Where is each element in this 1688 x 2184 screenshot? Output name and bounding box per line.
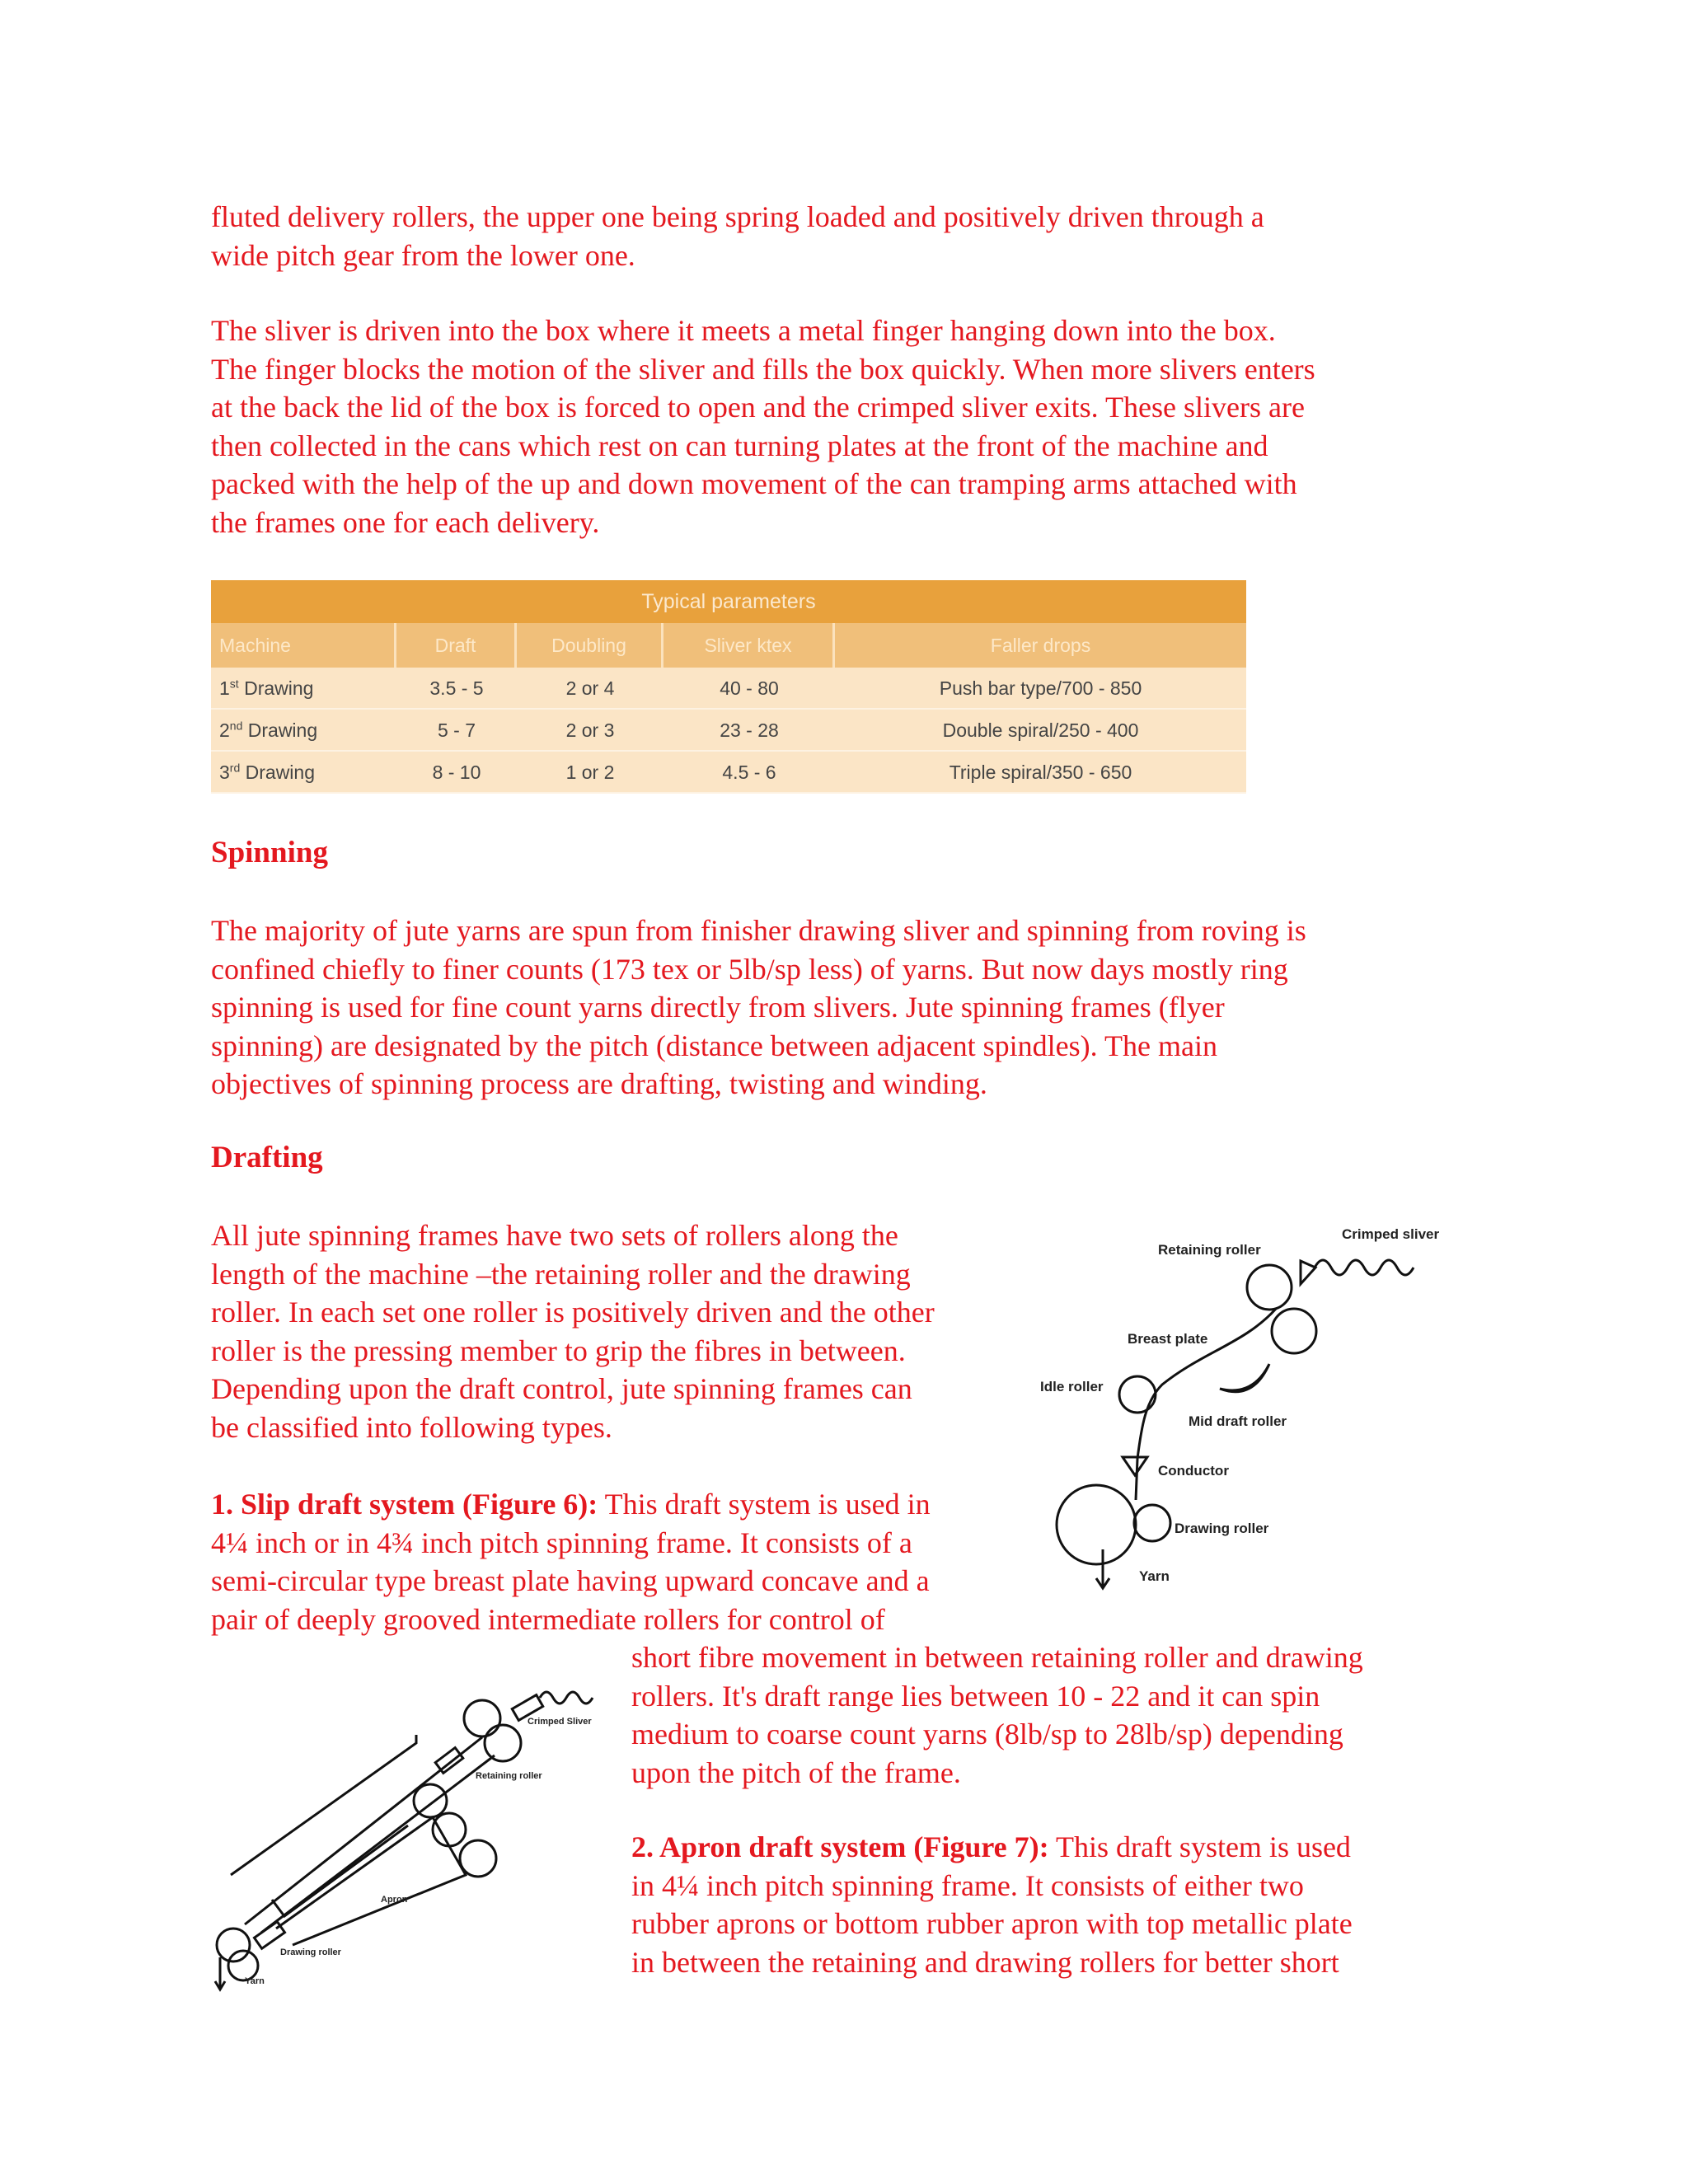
crimped-sliver-wave — [1315, 1260, 1414, 1275]
heading-drafting: Drafting — [211, 1141, 323, 1174]
apron-belt — [276, 1817, 466, 1945]
header-doubling: Doubling — [517, 623, 663, 668]
label-retaining-roller: Retaining roller — [1158, 1242, 1261, 1258]
label-idle-roller: Idle roller — [1040, 1379, 1104, 1394]
apron-draft-lead: 2. Apron draft system (Figure 7): — [631, 1830, 1049, 1863]
cell-doubling: 2 or 4 — [565, 677, 615, 699]
label-drawing-roller: Drawing roller — [280, 1947, 341, 1957]
cell-faller-drops: Push bar type/700 - 850 — [939, 677, 1142, 699]
table-row — [211, 752, 1246, 794]
label-yarn: Yarn — [1139, 1568, 1170, 1584]
text-line: All jute spinning frames have two sets of rollers along the — [211, 1219, 898, 1252]
text-line: Depending upon the draft control, jute spinning frames can — [211, 1372, 912, 1405]
text-line: confined chiefly to finer counts (173 tex or 5lb/sp less) of yarns. But now days mostly ring — [211, 952, 1288, 986]
label-mid-draft-roller: Mid draft roller — [1189, 1413, 1287, 1429]
breast-plate — [1220, 1364, 1269, 1392]
typical-parameters-table — [211, 580, 1246, 793]
apron-roller-1 — [414, 1784, 447, 1817]
table-row — [211, 668, 1246, 710]
text-line: be classified into following types. — [211, 1410, 612, 1444]
text-line: length of the machine –the retaining roller and the drawing — [211, 1257, 911, 1291]
drawing-roller-top — [217, 1929, 250, 1961]
text-line: upon the pitch of the frame. — [631, 1755, 961, 1789]
label-crimped-sliver: Crimped Sliver — [528, 1717, 592, 1727]
cell-machine: 1st Drawing — [219, 677, 314, 699]
cell-draft: 3.5 - 5 — [429, 677, 484, 699]
label-crimped-sliver: Crimped sliver — [1342, 1226, 1440, 1242]
text-line: 1. Slip draft system (Figure 6): This draft system is used in — [211, 1488, 931, 1521]
text-line: 2. Apron draft system (Figure 7): This draft system is used — [631, 1830, 1351, 1863]
apron-roller-2 — [433, 1813, 466, 1846]
text-line: at the back the lid of the box is forced to open and the crimped sliver exits. These slivers are — [211, 391, 1305, 424]
text-line: rollers. It's draft range lies between 10 - 22 and it can spin — [631, 1679, 1320, 1713]
cell-sliver-ktex: 23 - 28 — [720, 719, 779, 741]
table-row — [211, 710, 1246, 752]
cell-draft: 8 - 10 — [432, 762, 481, 783]
header-faller-drops: Faller drops — [990, 635, 1091, 656]
text-line: in 4¼ inch pitch spinning frame. It consists of either two — [631, 1868, 1304, 1902]
text-line: spinning is used for fine count yarns directly from slivers. Jute spinning frames (flyer — [211, 991, 1225, 1024]
text-line: then collected in the cans which rest on can turning plates at the front of the machine and — [211, 429, 1268, 462]
cell-sliver-ktex: 4.5 - 6 — [722, 762, 776, 783]
header-sliver-ktex: Sliver ktex — [663, 623, 835, 668]
text-line: 4¼ inch or in 4¾ inch pitch spinning frame. It consists of a — [211, 1526, 912, 1559]
apron-draft-diagram — [210, 1665, 622, 1994]
label-breast-plate: Breast plate — [1128, 1331, 1208, 1347]
text-line: fluted delivery rollers, the upper one being spring loaded and positively driven through a — [211, 200, 1264, 233]
paragraph-apron-draft — [631, 1828, 1538, 1981]
text-line: semi-circular type breast plate having upward concave and a — [211, 1564, 930, 1597]
cell-machine: 3rd Drawing — [219, 761, 316, 783]
sliver-guide — [1301, 1261, 1315, 1284]
retaining-roller-bottom — [1272, 1309, 1316, 1353]
slip-draft-diagram — [1030, 1212, 1459, 1599]
cell-sliver-ktex: 40 - 80 — [720, 677, 779, 699]
retaining-roller-top — [1247, 1265, 1292, 1310]
idle-roller — [1119, 1376, 1156, 1413]
text-line: packed with the help of the up and down movement of the can tramping arms attached with — [211, 467, 1297, 500]
header-machine: Machine — [211, 623, 396, 668]
label-retaining-roller: Retaining roller — [476, 1771, 542, 1781]
crimped-sliver-wave — [540, 1692, 593, 1704]
text-line: spinning) are designated by the pitch (distance between adjacent spindles). The main — [211, 1029, 1217, 1062]
text-line: objectives of spinning process are drafting, twisting and winding. — [211, 1067, 987, 1100]
cell-faller-drops: Triple spiral/350 - 650 — [949, 762, 1132, 783]
header-draft: Draft — [396, 623, 517, 668]
label-apron: Apron — [381, 1895, 408, 1905]
drawing-roller-small — [1134, 1505, 1170, 1541]
heading-spinning: Spinning — [211, 836, 328, 869]
apron-roller-3 — [460, 1840, 496, 1877]
text-line: The majority of jute yarns are spun from finisher drawing sliver and spinning from roving is — [211, 914, 1306, 947]
text-line: roller. In each set one roller is positively driven and the other — [211, 1296, 935, 1329]
table-title: Typical parameters — [211, 580, 1246, 623]
label-conductor: Conductor — [1158, 1463, 1229, 1479]
text-line: in between the retaining and drawing rollers for better short — [631, 1945, 1339, 1979]
cell-doubling: 2 or 3 — [565, 719, 615, 741]
table-header-row — [211, 623, 1246, 668]
paragraph-sliver-box — [211, 312, 1447, 541]
paragraph-delivery-rollers — [211, 198, 1447, 274]
text-line: pair of deeply grooved intermediate rollers for control of — [211, 1602, 885, 1636]
drawing-roller-large — [1057, 1485, 1136, 1564]
text-line: rubber aprons or bottom rubber apron with top metallic plate — [631, 1907, 1353, 1940]
slip-draft-lead: 1. Slip draft system (Figure 6): — [211, 1488, 598, 1521]
text-line: wide pitch gear from the lower one. — [211, 238, 635, 272]
text-line: short fibre movement in between retaining roller and drawing — [631, 1641, 1363, 1674]
text-line: medium to coarse count yarns (8lb/sp to 28lb/sp) depending — [631, 1718, 1343, 1750]
label-drawing-roller: Drawing roller — [1175, 1521, 1269, 1536]
retaining-roller-top — [464, 1700, 500, 1736]
cell-draft: 5 - 7 — [437, 719, 476, 741]
text-line: The sliver is driven into the box where it meets a metal finger hanging down into the box. — [211, 314, 1276, 347]
cell-doubling: 1 or 2 — [565, 762, 615, 783]
label-yarn: Yarn — [245, 1976, 265, 1986]
conductor — [1123, 1457, 1147, 1475]
text-line: The finger blocks the motion of the sliver and fills the box quickly. When more slivers enters — [211, 352, 1315, 386]
retaining-roller-bottom — [485, 1725, 521, 1761]
cell-faller-drops: Double spiral/250 - 400 — [942, 719, 1139, 741]
cell-machine: 2nd Drawing — [219, 719, 318, 741]
text-line: the frames one for each delivery. — [211, 505, 600, 539]
paragraph-spinning — [211, 912, 1447, 1104]
text-line: roller is the pressing member to grip the fibres in between. — [211, 1333, 906, 1367]
